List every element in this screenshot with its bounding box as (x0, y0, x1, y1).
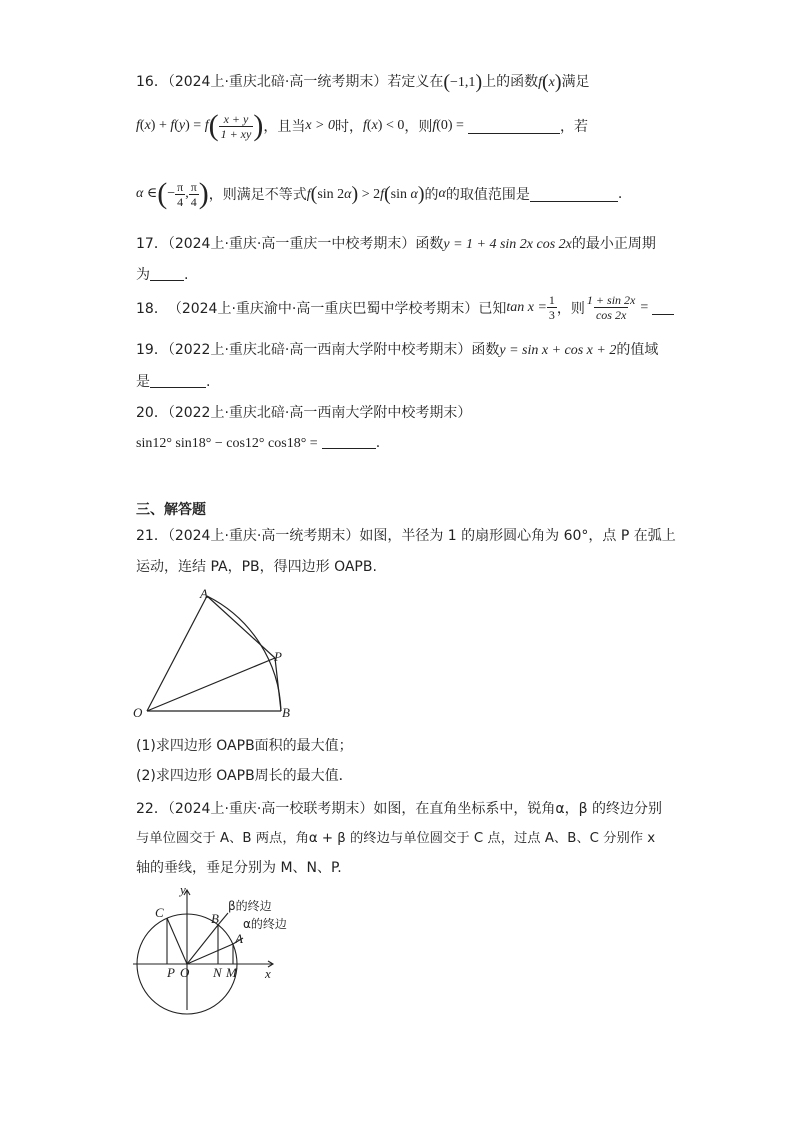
q22-ray-b-extension (218, 913, 228, 925)
q22-label-n: N (213, 965, 222, 980)
q17-source: （2024上·重庆·高一重庆一中校考期末） (167, 236, 416, 252)
q16-alpha: α (438, 186, 446, 201)
q22-label-c: C (155, 905, 164, 920)
q18-text: 已知 (478, 300, 507, 317)
q18-fraction: $\frac{1 + \sin 2x}{\cos 2x}$ (586, 293, 636, 322)
q21-chord-op (147, 658, 275, 711)
q21-line1 (136, 525, 676, 545)
q19-line1 (136, 339, 658, 359)
q16-number: 16． (136, 74, 168, 90)
q16-text: 的 (424, 187, 439, 203)
q16-f0: f(0) = (432, 118, 464, 133)
q20-number: 20． (136, 405, 168, 421)
q21-label-b: B (282, 705, 290, 720)
q19-source: （2022上·重庆北碚·高一西南大学附中校考期末） (167, 342, 472, 358)
q16-interval: (−1,1) (443, 71, 483, 93)
q16-text: ，则满足不等式 (208, 187, 307, 203)
q22-beta-side-label: β的终边 (228, 899, 272, 913)
q18-tan: tan x = (506, 299, 547, 315)
q21-label-o: O (133, 705, 143, 720)
q21-label-a: A (200, 586, 208, 601)
q21-part2: (2)求四边形 OAPB周长的最大值． (136, 768, 353, 784)
q16-inequality: f(sin 2α) > 2f(sin α) (306, 182, 425, 205)
q21-number: 21． (136, 528, 168, 544)
q21-text: 如图，半径为 1 的扇形圆心角为 60°，点 P 在弧上 (359, 528, 676, 544)
q19-expr: y = sin x + cos x + 2 (499, 343, 617, 358)
q18-source: （2024上·重庆渝中·高一重庆巴蜀中学校考期末） (167, 300, 479, 317)
q22-text: 轴的垂线，垂足分别为 M、N、P. (136, 860, 342, 876)
q19-text: 是 (136, 374, 150, 390)
q18-text: ，则 (556, 300, 585, 317)
q21-chord-pa (207, 596, 275, 658)
q22-ray-c (167, 918, 187, 964)
q16-source: （2024上·重庆北碚·高一统考期末） (167, 74, 388, 90)
q17-line1 (136, 233, 656, 253)
q16-fx-neg: f(x) < 0 (363, 118, 405, 133)
q18-line (136, 293, 674, 322)
q16-text: 上的函数 (482, 74, 539, 90)
q22-line3 (136, 857, 342, 877)
q18-equals: = (640, 299, 649, 315)
section-title: 三、解答题 (136, 502, 206, 518)
q22-number: 22． (136, 801, 168, 817)
q22-line1 (136, 798, 662, 818)
q22-ray-b (187, 925, 218, 964)
q21-source: （2024上·重庆·高一统考期末） (167, 528, 360, 544)
q21-sector-figure (125, 582, 300, 722)
q21-part1: (1)求四边形 OAPB面积的最大值； (136, 738, 353, 754)
q22-label-b: B (211, 911, 219, 926)
q17-text: 为 (136, 267, 150, 283)
q16-cond: x > 0 (305, 118, 335, 133)
q17-text: 的最小正周期 (571, 236, 656, 252)
q17-answer-blank[interactable] (150, 266, 184, 281)
q18-one-third: $\frac{1}{3}$ (548, 293, 555, 322)
q16-answer-blank-2[interactable] (530, 187, 618, 202)
q22-source: （2024上·重庆·高一校联考期末） (167, 801, 374, 817)
q16-text: 时， (335, 119, 363, 135)
q16-line2 (136, 111, 588, 141)
q22-label-y: y (180, 882, 186, 897)
q21-label-p: P (274, 649, 282, 664)
q21-chord-pb (275, 658, 281, 711)
q16-text: 的取值范围是 (445, 187, 530, 203)
q18-number: 18． (136, 300, 168, 317)
q16-functional-equation: f(x) + f(y) = f( $\frac{x + y}{1 + xy}$ ) (136, 109, 264, 142)
q16-text: ，则 (404, 119, 433, 135)
q19-number: 19． (136, 342, 168, 358)
q16-text: 若定义在 (387, 74, 444, 90)
q21-side-oa (147, 596, 207, 711)
q17-expr: y = 1 + 4 sin 2x cos 2x (443, 237, 572, 252)
q20-line2: sin12° sin18° − cos12° cos18° = . (136, 435, 381, 451)
q19-line2: 是 . (136, 374, 211, 390)
q16-line1 (136, 71, 590, 94)
q22-ray-a (187, 944, 233, 964)
q22-line2 (136, 827, 655, 846)
q22-label-a: A (235, 931, 243, 946)
q22-label-o: O (180, 965, 190, 980)
q22-text: 如图，在直角坐标系中，锐角α，β 的终边分别 (373, 801, 662, 817)
q16-text: ，若 (559, 119, 588, 135)
q19-answer-blank[interactable] (150, 373, 206, 388)
q19-text: 的值域 (616, 342, 659, 358)
q16-alpha-range: α ∈(− $\frac{\pi}{4}$ , $\frac{\pi}{4}$ ) (136, 177, 209, 210)
q17-line2: 为 . (136, 267, 189, 283)
q22-unit-circle-figure (125, 880, 320, 1015)
q16-line3: α ∈(− $\frac{\pi}{4}$ , $\frac{\pi}{4}$ ) ，则满足不等式 f(sin 2α) > 2f(sin α) 的 α 的取值范围是 . (136, 177, 623, 210)
q19-text: 函数 (471, 342, 500, 358)
q22-label-p: P (167, 965, 175, 980)
q20-line1 (136, 402, 471, 422)
q21-text: 运动，连结 PA，PB，得四边形 OAPB. (136, 559, 377, 575)
q22-text: 与单位圆交于 A、B 两点，角α + β 的终边与单位圆交于 C 点，过点 A、B、C 分别作 x (136, 831, 656, 846)
q18-answer-blank[interactable] (652, 300, 674, 315)
q20-expr: sin12° sin18° − cos12° cos18° = (136, 436, 318, 451)
q22-label-x: x (265, 966, 271, 981)
q20-source: （2022上·重庆北碚·高一西南大学附中校考期末） (167, 405, 472, 421)
q22-alpha-side-label: α的终边 (243, 917, 287, 931)
q16-answer-blank-1[interactable] (468, 119, 560, 134)
q16-text: 满足 (561, 74, 590, 90)
q17-number: 17． (136, 236, 168, 252)
q17-text: 函数 (415, 236, 444, 252)
q20-answer-blank[interactable] (322, 434, 376, 449)
q16-text: ，且当 (263, 119, 306, 135)
q21-line2 (136, 556, 377, 576)
q16-fx: f(x) (538, 71, 562, 93)
q22-label-m: M (226, 965, 237, 980)
